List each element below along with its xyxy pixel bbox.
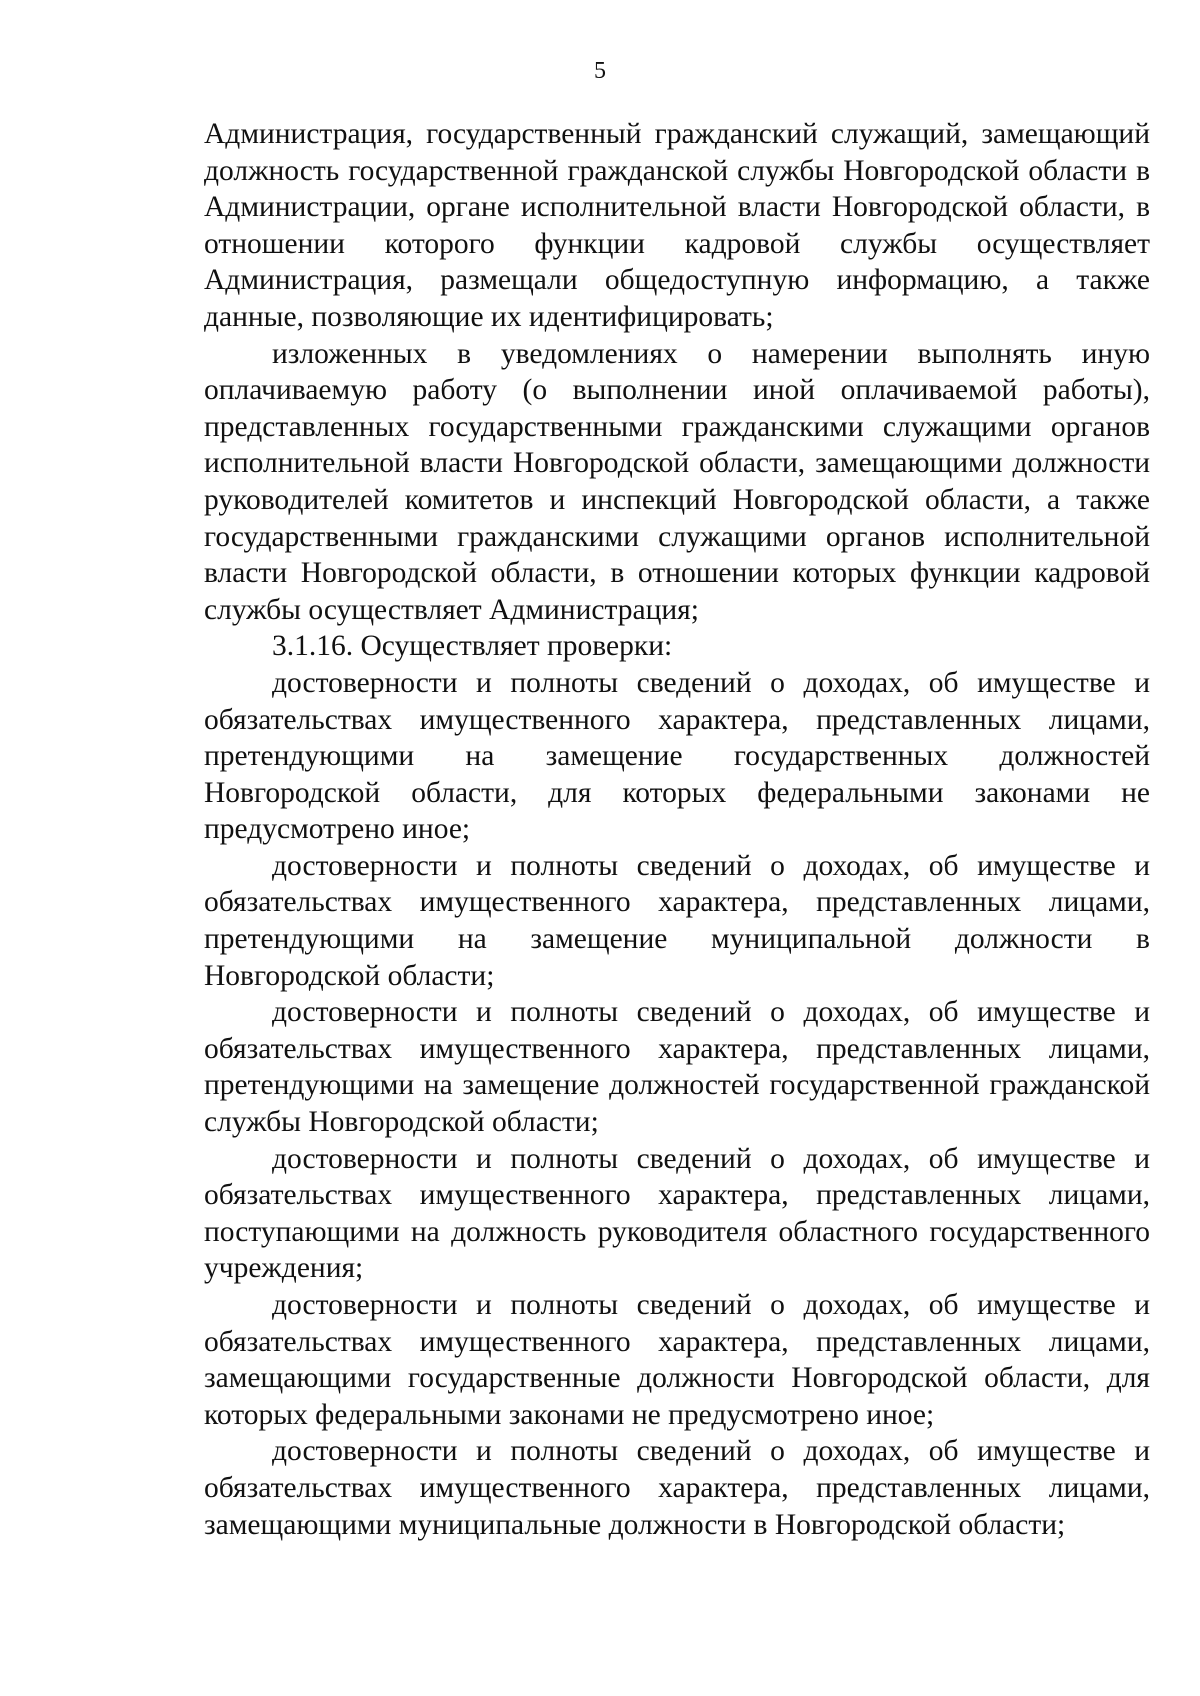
document-body [204, 116, 1150, 1543]
paragraph-9: достоверности и полноты сведений о доходах, об имуществе и обязательствах имущественного характера, представленных лицами, замещающими муниципальные должности в Новгородской области; [204, 1435, 1150, 1541]
paragraph-6: достоверности и полноты сведений о доходах, об имуществе и обязательствах имущественного характера, представленных лицами, претендующими на замещение должностей государственной гражданской службы Новгородской области; [204, 996, 1150, 1139]
page-number: 5 [594, 58, 606, 84]
paragraph-5: достоверности и полноты сведений о доходах, об имуществе и обязательствах имущественного характера, представленных лицами, претендующими на замещение муниципальной должности в Новгородской области; [204, 849, 1150, 992]
paragraph-3: 3.1.16. Осуществляет проверки: [272, 630, 673, 663]
paragraph-7: достоверности и полноты сведений о доходах, об имуществе и обязательствах имущественного характера, представленных лицами, поступающими на должность руководителя областного государственного учреждения; [204, 1142, 1150, 1285]
paragraph-4: достоверности и полноты сведений о доходах, об имуществе и обязательствах имущественного характера, представленных лицами, претендующими на замещение государственных должностей Новгородской области, для которых федеральными законами не предусмотрено иное; [204, 666, 1150, 846]
paragraph-1: Администрация, государственный гражданский служащий, замещающий должность государственной гражданской службы Новгородской области в Администрации, органе исполнительной власти Новгородской области, в отношении которого функции кадровой службы осуществляет Администрация, размещали общедоступную информацию, а также данные, позволяющие их идентифицировать; [204, 118, 1150, 333]
paragraph-2: изложенных в уведомлениях о намерении выполнять иную оплачиваемую работу (о выполнении иной оплачиваемой работы), представленных государственными гражданскими служащими органов исполнительной власти Новгородской области, замещающими должности руководителей комитетов и инспекций Новгородской области, а также государственными гражданскими служащими органов исполнительной власти Новгородской области, в отношении которых функции кадровой службы осуществляет Администрация; [204, 337, 1150, 626]
paragraph-8: достоверности и полноты сведений о доходах, об имуществе и обязательствах имущественного характера, представленных лицами, замещающими государственные должности Новгородской области, для которых федеральными законами не предусмотрено иное; [204, 1289, 1150, 1431]
